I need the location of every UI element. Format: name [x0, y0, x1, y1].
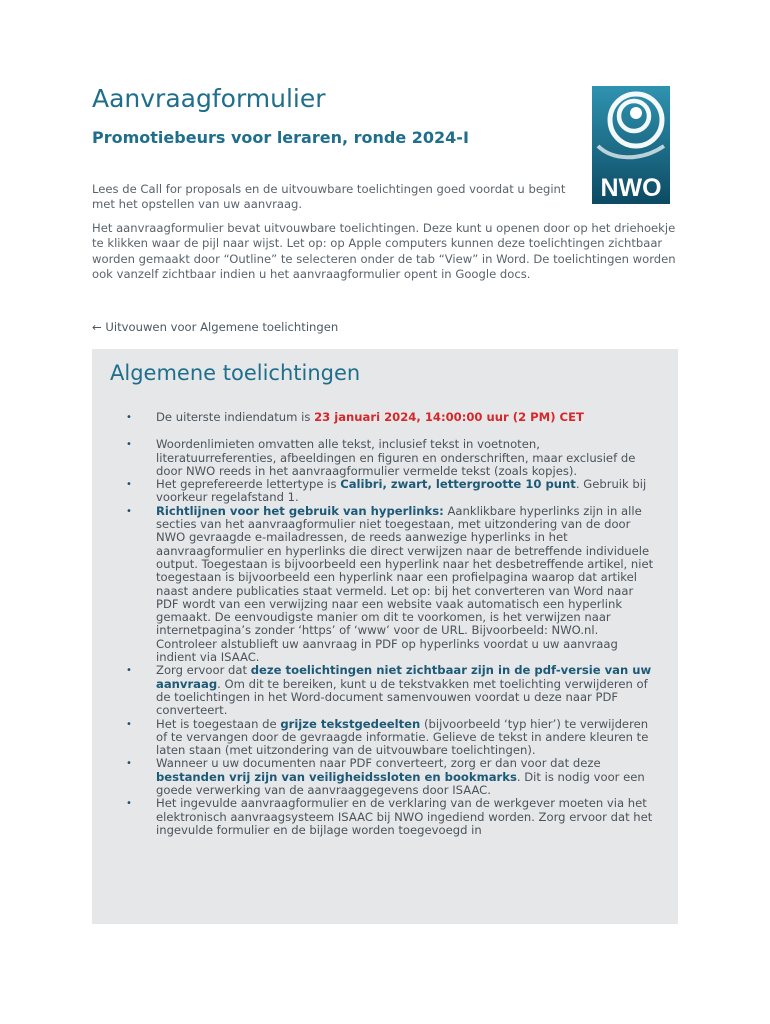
general-notes-panel	[92, 349, 678, 924]
notes-list	[92, 411, 678, 837]
list-item: • Woordenlimieten omvatten alle tekst, inclusief tekst in voetnoten, literatuurreferenties, afbeeldingen en figuren en onderschriften, maar exclusief de door NWO reeds in het aanvraagformulier vermelde tekst (zoals kopjes).	[126, 437, 636, 478]
list-item: • Het geprefereerde lettertype is Calibri, zwart, lettergrootte 10 punt. Gebruik bij voorkeur regelafstand 1.	[126, 477, 647, 505]
page-title: Aanvraagformulier	[92, 84, 326, 113]
list-item: • Wanneer u uw documenten naar PDF converteert, zorg er dan voor dat deze bestanden vrij zijn van veiligheidssloten en bookmarks. Dit is nodig voor een goede verwerking van de aanvraaggegevens door ISAAC.	[126, 756, 645, 798]
list-item: • Het is toegestaan de grijze tekstgedeelten (bijvoorbeeld ‘typ hier’) te verwijderen of te vervangen door de gevraagde informatie. Gelieve de tekst in andere kleuren te laten staan (met uitzondering van de uitvouwbare toelichtingen).	[126, 716, 649, 758]
bullet-dot-icon: •	[126, 479, 132, 491]
bullet-dot-icon: •	[126, 439, 132, 451]
list-item: • De uiterste indiendatum is 23 januari 2024, 14:00:00 uur (2 PM) CET	[126, 410, 584, 424]
bullet-dot-icon: •	[126, 798, 132, 810]
panel-title: Algemene toelichtingen	[110, 361, 361, 385]
deadline-text: 23 januari 2024, 14:00:00 uur (2 PM) CET	[314, 410, 584, 424]
instructions-paragraph: Het aanvraagformulier bevat uitvouwbare toelichtingen. Deze kunt u openen door op het driehoekje te klikken waar de pijl naar wijst. Let op: op Apple computers kunnen deze toelichtingen zichtbaar worden gemaakt door “Outline” te selecteren onder de tab “View” in Word. De toelichtingen worden ook vanzelf zichtbaar indien u het aanvraagformulier opent in Google docs.	[92, 221, 676, 281]
bullet-dot-icon: •	[126, 665, 132, 677]
bullet-dot-icon: •	[126, 718, 132, 730]
bullet-dot-icon: •	[126, 412, 132, 423]
intro-paragraph: Lees de Call for proposals en de uitvouwbare toelichtingen goed voordat u begint met het opstellen van uw aanvraag.	[92, 182, 566, 212]
bullet-dot-icon: •	[126, 758, 132, 770]
bullet-dot-icon: •	[126, 505, 132, 517]
list-item: • Richtlijnen voor het gebruik van hyperlinks: Aanklikbare hyperlinks zijn in alle secties van het aanvraagformulier niet toegestaan, met uitzondering van de door NWO gevraagde e-mailadressen, de reeds aanwezige hyperlinks in het aanvraagformulier en hyperlinks die direct verwijzen naar de betreffende individuele output. Toegestaan is bijvoorbeeld een hyperlink naar het desbetreffende artikel, niet toegestaan is bijvoorbeeld een hyperlink naar een profielpagina waarop dat artikel naast andere publicaties staat vermeld. Let op: bij het converteren van Word naar PDF wordt van een verwijzing naar een website vaak automatisch een hyperlink gemaakt. De eenvoudigste manier om dit te voorkomen, is het verwijzen naar internetpagina’s zonder ‘https’ of ‘www’ voor de URL. Bijvoorbeeld: NWO.nl. Controleer alstublieft uw aanvraag in PDF op hyperlinks voordat u uw aanvraag indient via ISAAC.	[126, 503, 654, 665]
list-item: • Het ingevulde aanvraagformulier en de verklaring van de werkgever moeten via het elektronisch aanvraagsysteem ISAAC bij NWO ingediend worden. Zorg ervoor dat het ingevulde formulier en de bijlage worden toegevoegd in	[126, 796, 653, 837]
expand-general-notes-link[interactable]: ← Uitvouwen voor Algemene toelichtingen	[92, 320, 339, 334]
logo-text: NWO	[600, 174, 662, 202]
list-item: • Zorg ervoor dat deze toelichtingen niet zichtbaar zijn in de pdf-versie van uw aanvraag. Om dit te bereiken, kunt u de tekstvakken met toelichting verwijderen of de toelichtingen in het Word-document samenvouwen voordat u deze naar PDF converteert.	[126, 663, 652, 718]
page-subtitle: Promotiebeurs voor leraren, ronde 2024-I	[92, 128, 469, 147]
nwo-logo	[592, 86, 670, 204]
